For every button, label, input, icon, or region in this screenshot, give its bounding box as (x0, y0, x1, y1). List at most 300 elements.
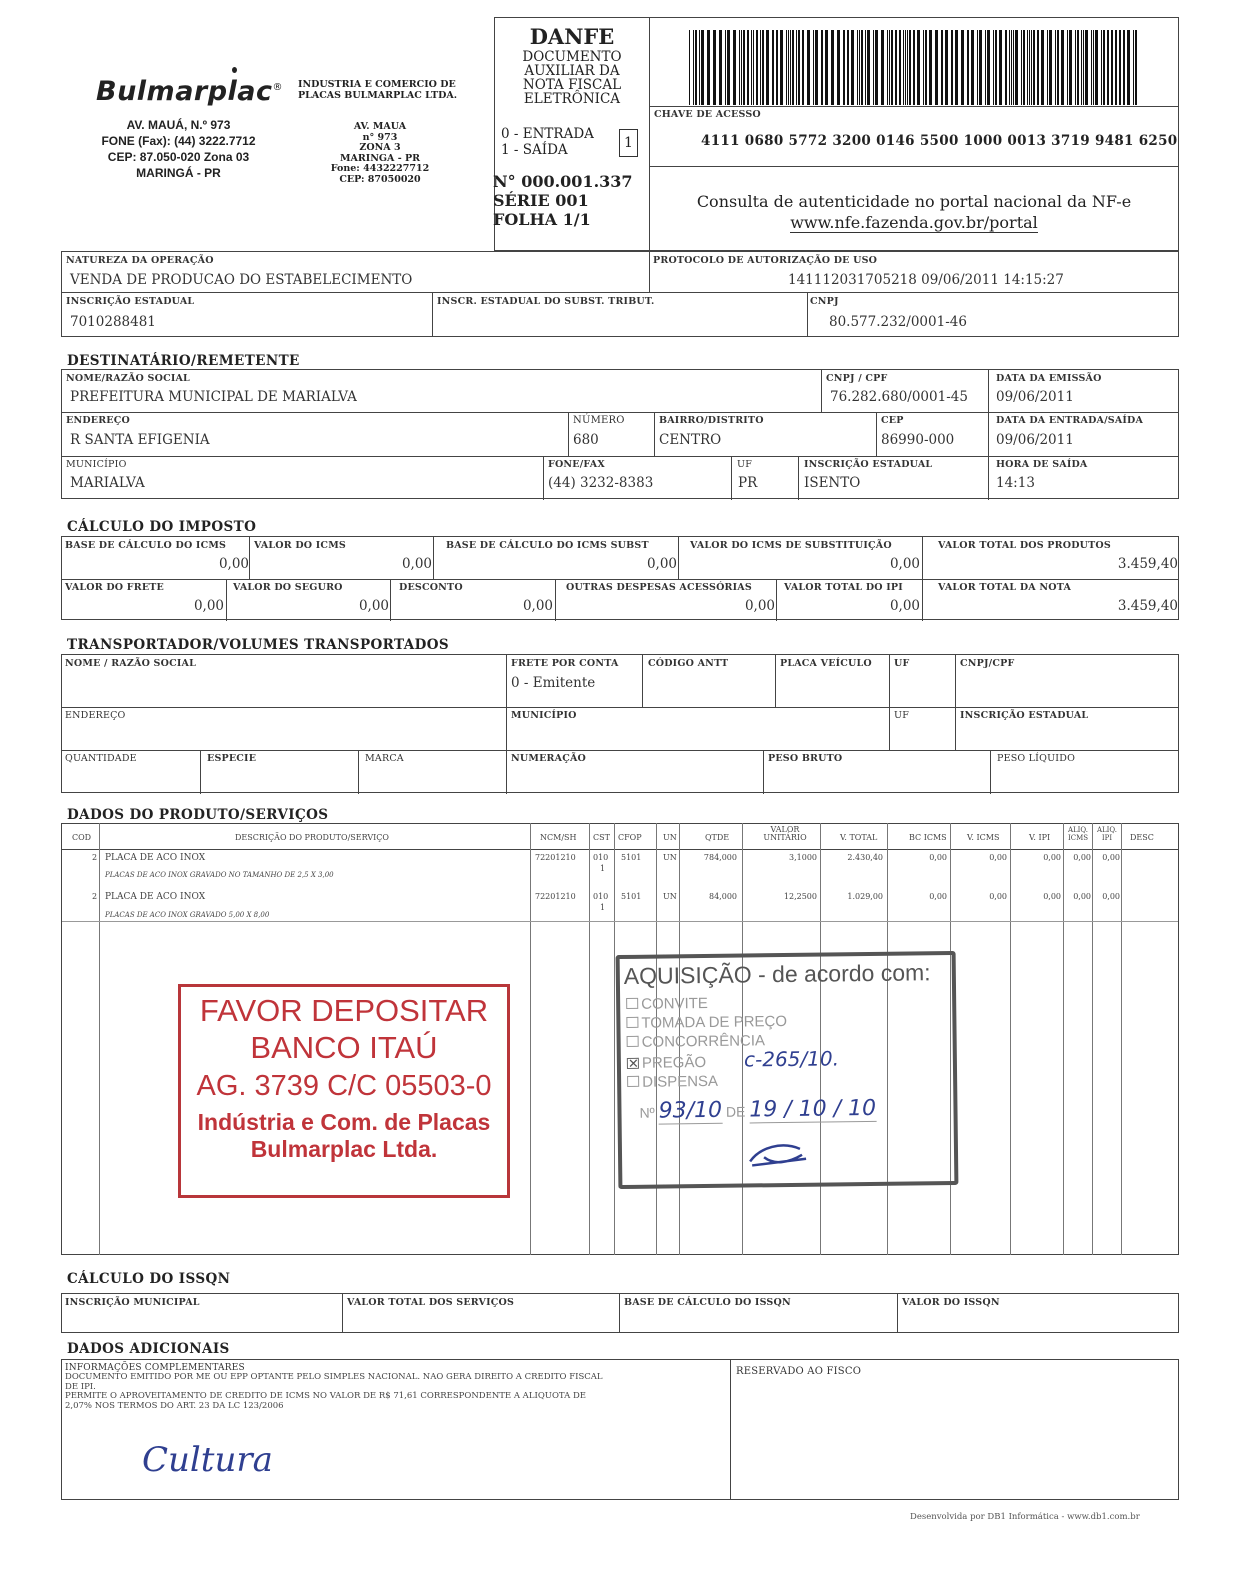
t-cnpj-label: CNPJ/CPF (960, 658, 1015, 669)
r2-vtotal: 1.029,00 (847, 892, 883, 901)
barcode-bar (903, 30, 904, 105)
barcode-bar (1077, 30, 1079, 105)
barcode-bar (985, 30, 986, 105)
signature-scribble (742, 1137, 812, 1170)
r1-qtde: 784,000 (703, 853, 737, 862)
barcode-bar (889, 30, 890, 105)
barcode-bar (1119, 30, 1121, 105)
dest-num: 680 (573, 432, 599, 448)
barcode-bar (1061, 30, 1064, 105)
h-aipi-text: ALIQ. IPI (1096, 826, 1118, 842)
r2-bc: 0,00 (929, 892, 947, 901)
opt-dispensa (627, 1070, 839, 1092)
stamp-red-5: Bulmarplac Ltda. (250, 1136, 438, 1162)
barcode-bar (713, 30, 716, 105)
consulta-url (650, 213, 1178, 232)
adic-section-title: DADOS ADICIONAIS (67, 1341, 230, 1357)
h-bc: BC ICMS (909, 833, 947, 842)
dest-nome-label: NOME/RAZÃO SOCIAL (66, 373, 190, 384)
barcode-bar (1095, 30, 1098, 105)
h-ncm: NCM/SH (540, 833, 577, 842)
barcode-bar (1029, 30, 1030, 105)
barcode-bar (792, 30, 794, 105)
barcode-bar (1011, 30, 1012, 105)
barcode-bar (796, 30, 797, 105)
barcode-bar (1101, 30, 1102, 105)
dest-hora-label: HORA DE SAÍDA (996, 459, 1088, 470)
stamp-red-2: BANCO ITAÚ (250, 1030, 438, 1065)
desconto-label: DESCONTO (399, 582, 463, 593)
issqn-v-label: VALOR DO ISSQN (902, 1297, 1000, 1308)
h-aicms-text: ALIQ. ICMS (1067, 826, 1089, 842)
barcode-bar (821, 30, 823, 105)
t-frete-label: FRETE POR CONTA (511, 658, 619, 669)
outras: 0,00 (744, 598, 775, 614)
barcode-bar (1049, 30, 1052, 105)
barcode-bar (1107, 30, 1109, 105)
barcode-bar (1085, 30, 1088, 105)
r1-vipi: 0,00 (1043, 853, 1061, 862)
seguro-label: VALOR DO SEGURO (233, 582, 343, 593)
danfe-sub-2: AUXILIAR DA (524, 63, 620, 79)
barcode-bar (1009, 30, 1010, 105)
bc-icms-label: BASE DE CÁLCULO DO ICMS (65, 540, 227, 551)
barcode-bar (979, 30, 982, 105)
dest-hora: 14:13 (996, 475, 1035, 491)
barcode-bar (861, 30, 863, 105)
h-aipi (1093, 826, 1121, 842)
barcode-bar (899, 30, 901, 105)
barcode-bar (1031, 30, 1032, 105)
t-numer-label: NUMERAÇÃO (511, 753, 586, 764)
v-nota-label: VALOR TOTAL DA NOTA (938, 582, 1072, 593)
transp-block (61, 654, 1179, 793)
info-3: PERMITE O APROVEITAMENTO DE CREDITO DE ICMS NO VALOR DE R$ 71,61 CORRESPONDENTE A ALIQUOTA DE (65, 1391, 586, 1401)
h-qtde: QTDE (705, 833, 730, 842)
barcode-bar (995, 30, 997, 105)
barcode-bar (1033, 30, 1035, 105)
barcode-bar (790, 30, 791, 105)
footer-credit: Desenvolvida por DB1 Informática - www.db1.com.br (910, 1512, 1140, 1522)
dest-entrada-label: DATA DA ENTRADA/SAÍDA (996, 415, 1144, 426)
barcode-bar (807, 30, 810, 105)
prod-col-line (1092, 823, 1093, 1255)
issuer-logo: Bulmarplac® (96, 76, 284, 107)
date-hand: 19 / 10 / 10 (749, 1095, 877, 1123)
danfe-title: DANFE (529, 24, 615, 49)
opt-convite-label: CONVITE (641, 994, 708, 1013)
t-antt-label: CÓDIGO ANTT (648, 658, 729, 669)
chave-value: 4111 0680 5772 3200 0146 5500 1000 0013 3719 9481 6250 (701, 133, 1178, 149)
barcode-bar (815, 30, 818, 105)
dest-end-label: ENDEREÇO (66, 415, 130, 426)
stamp-red-1: FAVOR DEPOSITAR (199, 993, 489, 1028)
t-pb-label: PESO BRUTO (768, 753, 843, 764)
issqn-im-label: INSCRIÇÃO MUNICIPAL (65, 1297, 200, 1308)
outras-label: OUTRAS DESPESAS ACESSÓRIAS (566, 582, 752, 593)
barcode-bar (945, 30, 948, 105)
addr-right-5: Fone: 4432227712 (330, 163, 430, 174)
barcode-bar (917, 30, 920, 105)
barcode-bar (987, 30, 990, 105)
icms-st: 0,00 (889, 556, 920, 572)
barcode-bar (1115, 30, 1117, 105)
barcode-bar (798, 30, 800, 105)
r2-desc2: PLACAS DE ACO INOX GRAVADO 5,00 X 8,00 (105, 911, 270, 919)
barcode-bar (857, 30, 858, 105)
ie-value: 7010288481 (70, 314, 156, 330)
barcode-bar (1133, 30, 1134, 105)
r1-aicms: 0,00 (1073, 853, 1091, 862)
issqn-section-title: CÁLCULO DO ISSQN (67, 1271, 231, 1287)
h-vipi: V. IPI (1029, 833, 1051, 842)
r1-un: UN (663, 853, 677, 862)
barcode-bar (725, 30, 726, 105)
cnpj-value: 80.577.232/0001-46 (829, 314, 967, 330)
barcode-bar (941, 30, 943, 105)
ipi: 0,00 (889, 598, 920, 614)
barcode-bar (699, 30, 700, 105)
r1-vunit: 3,1000 (789, 853, 817, 862)
r2-un: UN (663, 892, 677, 901)
barcode-bar (999, 30, 1002, 105)
barcode-bar (1037, 30, 1039, 105)
barcode-bar (1027, 30, 1028, 105)
barcode-bar (1093, 30, 1094, 105)
barcode-bar (1055, 30, 1056, 105)
dest-cep-label: CEP (881, 415, 904, 426)
t-qtd-label: QUANTIDADE (65, 753, 137, 764)
dest-uf-label: UF (737, 459, 752, 470)
prod-col-line (589, 823, 590, 1255)
opt-convite (626, 992, 838, 1014)
barcode-bar (1127, 30, 1130, 105)
barcode-bar (1075, 30, 1076, 105)
barcode-bar (825, 30, 828, 105)
barcode-bar (873, 30, 874, 105)
barcode-bar (843, 30, 845, 105)
dest-emissao: 09/06/2011 (996, 389, 1074, 405)
barcode-bar (756, 30, 758, 105)
dest-fone-label: FONE/FAX (548, 459, 605, 470)
stamp-grey-num (639, 1096, 876, 1124)
dest-nome: PREFEITURA MUNICIPAL DE MARIALVA (70, 389, 357, 405)
r2-vunit: 12,2500 (783, 892, 817, 901)
barcode-bar (727, 30, 730, 105)
stamp-red-3: AG. 3739 C/C 05503-0 (196, 1070, 492, 1102)
issuer-address-left (86, 117, 271, 181)
barcode-bar (701, 30, 704, 105)
consulta-url-text[interactable]: www.nfe.fazenda.gov.br/portal (790, 213, 1038, 232)
dest-emissao-label: DATA DA EMISSÃO (996, 373, 1102, 384)
barcode-bar (1111, 30, 1113, 105)
dest-end: R SANTA EFIGENIA (70, 432, 210, 448)
barcode-bar (865, 30, 866, 105)
r2-cfop: 5101 (621, 892, 642, 901)
natureza-label: NATUREZA DA OPERAÇÃO (66, 255, 214, 266)
r2-vipi: 0,00 (1043, 892, 1061, 901)
danfe-subtitle (495, 50, 649, 106)
natureza-value: VENDA DE PRODUCAO DO ESTABELECIMENTO (70, 272, 413, 288)
imposto-block (61, 536, 1179, 620)
barcode-bar (733, 30, 736, 105)
info-2: DE IPI. (65, 1381, 96, 1392)
r1-cst: 010 (593, 853, 609, 862)
r1-bc: 0,00 (929, 853, 947, 862)
fisco-label: RESERVADO AO FISCO (736, 1366, 862, 1377)
barcode-bar (925, 30, 927, 105)
barcode-bar (1091, 30, 1092, 105)
barcode-bar (739, 30, 740, 105)
addr-right-6: CEP: 87050020 (339, 173, 421, 185)
t-ie-label: INSCRIÇÃO ESTADUAL (960, 710, 1089, 721)
prod-section-title: DADOS DO PRODUTO/SERVIÇOS (67, 807, 329, 823)
barcode-bar (695, 30, 697, 105)
t-nome-label: NOME / RAZÃO SOCIAL (65, 658, 196, 669)
consulta-text: Consulta de autenticidade no portal nacional da NF-e (696, 192, 1132, 211)
ie-label: INSCRIÇÃO ESTADUAL (66, 296, 195, 307)
r1-cst2: 1 (600, 864, 606, 873)
prod-col-line (1063, 823, 1064, 1255)
h-aicms (1064, 826, 1092, 842)
num-prefix: Nº (639, 1104, 655, 1121)
barcode-bar (993, 30, 994, 105)
stamp-grey-title: AQUISIÇÃO - de acordo com: (623, 959, 931, 989)
t-placa-label: PLACA VEÍCULO (780, 658, 872, 669)
h-desc2: DESC (1130, 833, 1154, 842)
barcode-bar (907, 30, 908, 105)
r2-cst: 010 (593, 892, 609, 901)
icms-st-label: VALOR DO ICMS DE SUBSTITUIÇÃO (690, 540, 892, 551)
dest-fone: (44) 3232-8383 (548, 475, 654, 491)
barcode-bar (813, 30, 814, 105)
opt-tomada-label: TOMADA DE PREÇO (641, 1012, 788, 1032)
barcode-bar (923, 30, 924, 105)
barcode-bar (971, 30, 974, 105)
barcode-bar (1103, 30, 1105, 105)
protocolo-label: PROTOCOLO DE AUTORIZAÇÃO DE USO (653, 255, 878, 266)
deposit-stamp (178, 984, 510, 1198)
issuer-company (298, 79, 457, 101)
protocolo-value: 141112031705218 09/06/2011 14:15:27 (788, 272, 1064, 288)
t-esp-label: ESPECIE (207, 753, 257, 764)
t-uf2-label: UF (894, 710, 909, 721)
barcode-bar (935, 30, 938, 105)
bc-st: 0,00 (646, 556, 677, 572)
pregao-hand: c-265/10. (743, 1046, 840, 1072)
barcode-bar (905, 30, 906, 105)
opt-pregao: ✕ PREGÃO c-265/10. (627, 1046, 840, 1072)
dest-entrada: 09/06/2011 (996, 432, 1074, 448)
bc-st-label: BASE DE CÁLCULO DO ICMS SUBST (446, 540, 649, 551)
seguro: 0,00 (358, 598, 389, 614)
addr-right-4: MARINGA - PR (340, 152, 420, 164)
r1-desc2: PLACAS DE ACO INOX GRAVADO NO TAMANHO DE 2,5 X 3,00 (105, 871, 334, 879)
danfe-sub-4: ELETRÔNICA (523, 91, 621, 107)
barcode-bar (1023, 30, 1025, 105)
addr-right-3: ZONA 3 (359, 142, 401, 153)
h-vicms: V. ICMS (967, 833, 1000, 842)
acquisition-stamp (616, 951, 959, 1189)
barcode-bar (961, 30, 964, 105)
barcode-bar (837, 30, 840, 105)
r2-ncm: 72201210 (535, 892, 576, 901)
info-4: 2,07% NOS TERMOS DO ART. 23 DA LC 123/2006 (65, 1400, 284, 1411)
barcode-bar (909, 30, 911, 105)
ipi-label: VALOR TOTAL DO IPI (784, 582, 903, 593)
barcode-bar (1021, 30, 1022, 105)
r2-aicms: 0,00 (1073, 892, 1091, 901)
barcode-bar (743, 30, 745, 105)
info-1: DOCUMENTO EMITIDO POR ME OU EPP OPTANTE PELO SIMPLES NACIONAL. NAO GERA DIREITO A CREDITO FISCAL (65, 1372, 603, 1382)
stamp-red-4: Indústria e Com. de Placas (197, 1109, 491, 1135)
barcode-bar (913, 30, 915, 105)
barcode-bar (1041, 30, 1044, 105)
r2-desc: PLACA DE ACO INOX (105, 892, 206, 902)
opt-pregao-label: PREGÃO (641, 1053, 707, 1072)
num-de: DE (725, 1103, 746, 1120)
danfe-sub-1: DOCUMENTO (522, 49, 622, 65)
barcode-bar (689, 30, 690, 105)
r2-cst2: 1 (600, 903, 606, 912)
dest-bairro: CENTRO (659, 432, 722, 448)
barcode-bar (847, 30, 849, 105)
t-frete: 0 - Emitente (511, 675, 596, 691)
barcode-bar (1015, 30, 1018, 105)
barcode-bar (881, 30, 884, 105)
barcode-bar (951, 30, 953, 105)
r1-aipi: 0,00 (1102, 853, 1120, 862)
chave-label: CHAVE DE ACESSO (654, 109, 761, 120)
danfe-numero (493, 172, 633, 229)
v-icms-label: VALOR DO ICMS (254, 540, 346, 551)
dest-ie: ISENTO (804, 475, 861, 491)
prod-col-line (1010, 823, 1011, 1255)
barcode-bar (1123, 30, 1125, 105)
barcode-bar (867, 30, 870, 105)
r1-cfop: 5101 (621, 853, 642, 862)
r1-ncm: 72201210 (535, 853, 576, 862)
dest-num-label: NÚMERO (573, 415, 625, 426)
logo-text: Bulmarplac (96, 76, 273, 107)
barcode-bar (1067, 30, 1068, 105)
barcode-bar (1135, 30, 1137, 105)
barcode-bar (751, 30, 752, 105)
h-un: UN (663, 833, 677, 842)
h-cod: COD (72, 833, 92, 842)
h-vtotal: V. TOTAL (840, 833, 878, 842)
barcode-bar (747, 30, 749, 105)
barcode-bar (1047, 30, 1048, 105)
barcode-bar (693, 30, 694, 105)
r2-cod: 2 (92, 892, 98, 901)
cnpj-label: CNPJ (810, 296, 839, 307)
adic-block (61, 1359, 1179, 1500)
natureza-row (61, 251, 1179, 293)
barcode-bar (1005, 30, 1007, 105)
r1-vicms: 0,00 (989, 853, 1007, 862)
t-mun-label: MUNICÍPIO (511, 710, 577, 721)
h-vunit (750, 826, 820, 842)
barcode (689, 30, 1141, 105)
stamp-grey-options (626, 992, 839, 1092)
h-vunit-text: VALOR UNITÁRIO (763, 825, 807, 842)
r2-qtde: 84,000 (709, 892, 737, 901)
issuer-address-right (320, 122, 440, 185)
t-uf-label: UF (894, 658, 910, 669)
addr-left-1: AV. MAUÁ, N.º 973 (126, 118, 231, 132)
company-line-2: PLACAS BULMARPLAC LTDA. (298, 90, 458, 101)
v-prod: 3.459,40 (1117, 556, 1178, 572)
prod-col-line (530, 823, 531, 1255)
barcode-bar (831, 30, 834, 105)
barcode-bar (887, 30, 888, 105)
danfe-tipo-box: 1 (619, 129, 638, 157)
issqn-vts-label: VALOR TOTAL DOS SERVIÇOS (347, 1297, 515, 1308)
dest-cep: 86990-000 (881, 432, 955, 448)
r2-aipi: 0,00 (1102, 892, 1120, 901)
barcode-bar (741, 30, 742, 105)
barcode-bar (719, 30, 722, 105)
barcode-bar (891, 30, 893, 105)
v-nota: 3.459,40 (1117, 598, 1178, 614)
dest-block (61, 369, 1179, 499)
opt-concorrencia-label: CONCORRÊNCIA (641, 1032, 766, 1051)
barcode-bar (753, 30, 754, 105)
inscricao-row (61, 292, 1179, 337)
barcode-bar (929, 30, 932, 105)
barcode-bar (875, 30, 878, 105)
danfe-folha: FOLHA 1/1 (493, 210, 591, 229)
barcode-bar (762, 30, 764, 105)
barcode-bar (760, 30, 761, 105)
adic-info (65, 1373, 603, 1411)
barcode-bar (895, 30, 897, 105)
r2-vicms: 0,00 (989, 892, 1007, 901)
frete-label: VALOR DO FRETE (65, 582, 164, 593)
barcode-bar (967, 30, 969, 105)
frete: 0,00 (193, 598, 224, 614)
bc-icms: 0,00 (218, 556, 249, 572)
addr-left-2: FONE (Fax): (44) 3222.7712 (101, 134, 256, 148)
opt-dispensa-label: DISPENSA (642, 1072, 719, 1091)
barcode-bar (955, 30, 958, 105)
barcode-bar (788, 30, 789, 105)
r1-desc: PLACA DE ACO INOX (105, 853, 206, 863)
barcode-bar (766, 30, 769, 105)
barcode-bar (707, 30, 710, 105)
issqn-bc-label: BASE DE CÁLCULO DO ISSQN (624, 1297, 791, 1308)
dest-mun: MARIALVA (70, 475, 145, 491)
barcode-bar (977, 30, 978, 105)
logo-dot (232, 67, 237, 73)
barcode-bar (786, 30, 787, 105)
t-pl-label: PESO LÍQUIDO (997, 753, 1076, 764)
dest-cnpj-label: CNPJ / CPF (826, 373, 888, 384)
danfe-saida: 1 - SAÍDA (501, 142, 568, 158)
addr-left-4: MARINGÁ - PR (136, 166, 221, 180)
r1-cod: 2 (92, 853, 98, 862)
danfe-entrada: 0 - ENTRADA (501, 126, 594, 142)
dest-section-title: DESTINATÁRIO/REMETENTE (67, 353, 300, 369)
t-end-label: ENDEREÇO (65, 710, 126, 721)
barcode-bar (1013, 30, 1014, 105)
dest-uf: PR (738, 475, 758, 491)
barcode-bar (780, 30, 783, 105)
addr-left-3: CEP: 87.050-020 Zona 03 (107, 150, 250, 164)
barcode-bar (802, 30, 804, 105)
danfe-sub-3: NOTA FISCAL (522, 77, 622, 93)
